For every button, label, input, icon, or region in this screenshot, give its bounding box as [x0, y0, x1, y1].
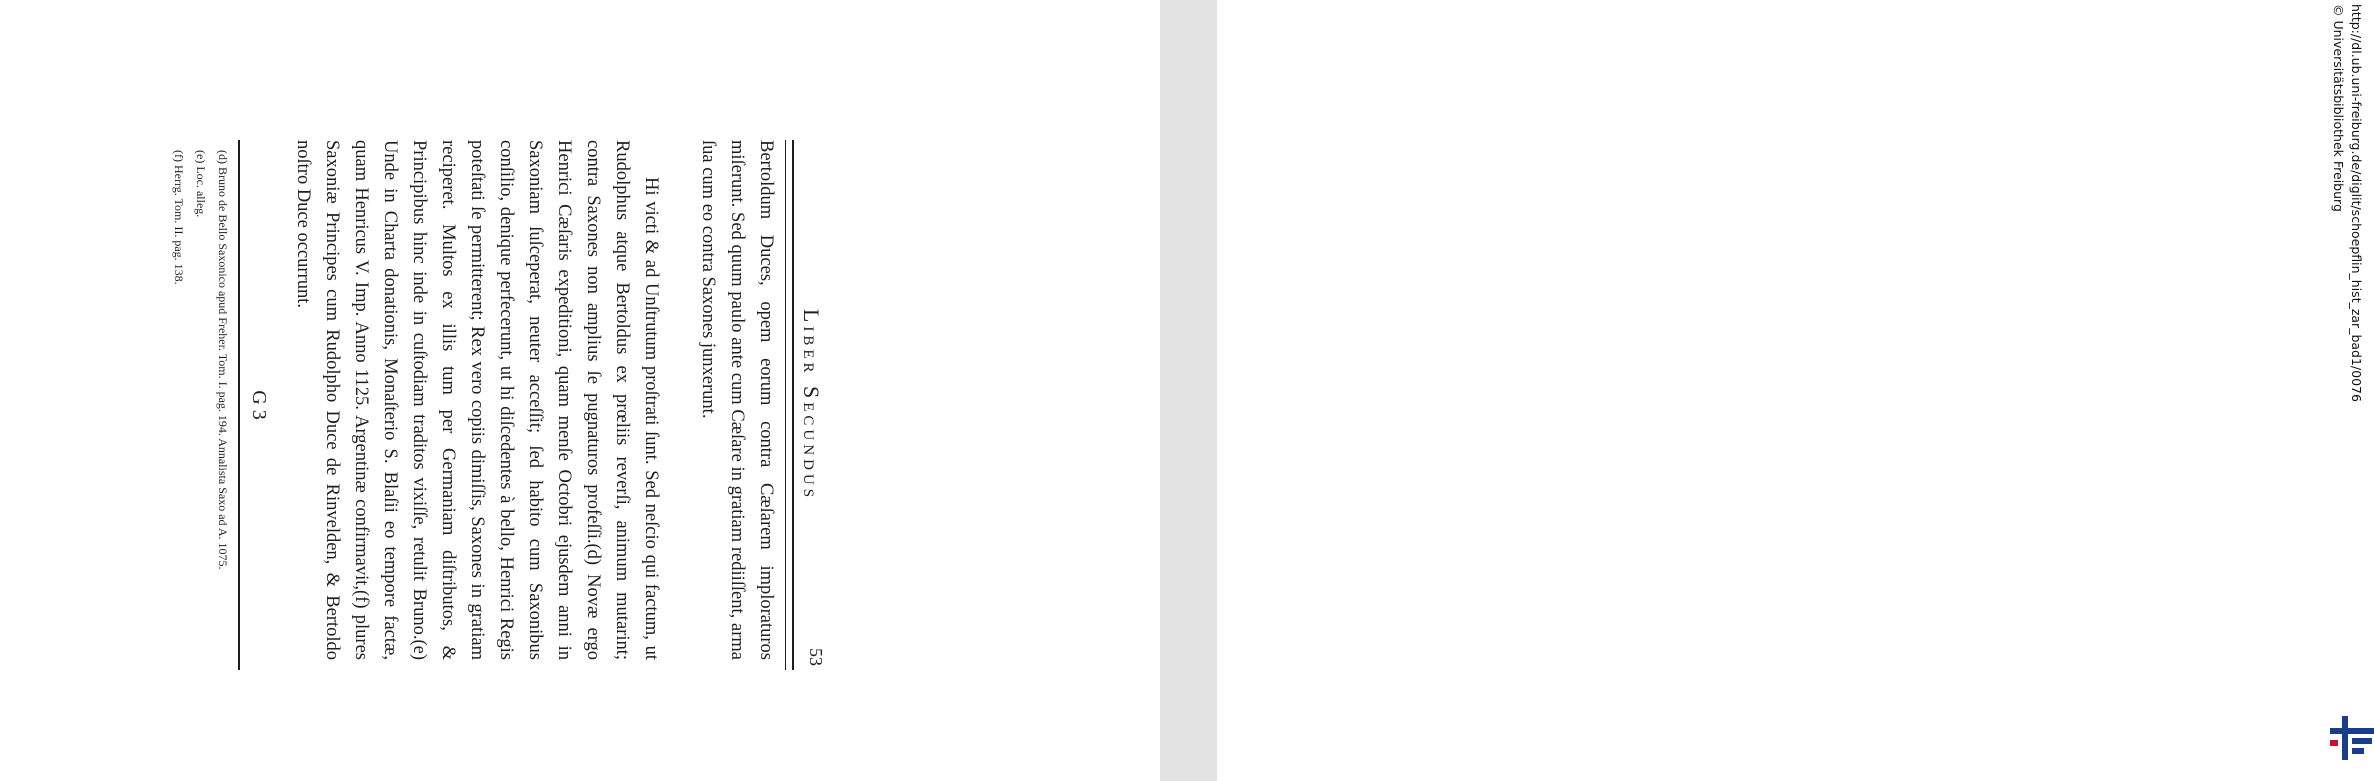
footnote-e: (e) Loc. alleg. — [194, 150, 208, 218]
running-head — [790, 140, 830, 670]
printer-signature: G 3 — [248, 390, 270, 420]
scanned-page — [0, 0, 1160, 781]
footnote-rule — [238, 140, 240, 670]
footnote-f: (f) Herrg. Tom. II. pag. 138. — [172, 150, 186, 285]
viewer-sidebar — [1160, 0, 2364, 781]
paragraph-2: Hi victi & ad Unſtrutum proſtrati ſunt. Sed neſcio qui factum, ut Rudolphus atque Bertoldus ex prœliis reverſi, animum mutarint; contra Saxones non amplius ſe pugnaturos profeſſi.(d) Novæ ergo Henrici Cæſaris expeditioni, quam menſe Octobri ejusdem anni in Saxoniam ſuſceperat, neuter acceſſit; ſed habito cum Saxonibus conſilio, denique perfecerunt, ut hi diſcedentes à bello, Henrici Regis poteſtati ſe permitterent; Rex vero copiis dimiſſis, Saxones in gratiam reciperet. Multos ex illis tum per Germaniam diſtributos, & Principibus hinc inde in cuſtodiam traditos vixiſſe, retulit Bruno.(e) Unde in Charta donationis, Monaſterio S. Blaſii eo tempore factæ, quam Henricus V. Imp. Anno 1125. Argentinæ confirmavit,(f) plures Saxoniæ Principes cum Rudolpho Duce de Rinvelden, & Bertoldo noſtro Duce occurrunt. — [293, 140, 661, 660]
paragraph-1: Bertoldum Duces, opem eorum contra Cæſarem imploraturos miſerunt. Sed quum paulo ante cum Cæſare in gratiam rediiſſent, arma ſua cum eo contra Saxones junxerunt. — [698, 140, 776, 660]
page-number: 53 — [806, 648, 826, 666]
page-content — [172, 140, 830, 670]
body-text — [288, 140, 780, 660]
running-head-title: Liber Secundus — [799, 308, 824, 502]
ub-freiburg-logo-icon — [2330, 716, 2374, 760]
footnote-d: (d) Bruno de Bello Saxonico apud Freher. Tom. I. pag. 194. Annalista Saxo ad A. 1075. — [216, 150, 230, 570]
source-url[interactable]: http://dl.ub.uni-freiburg.de/diglit/schoepflin_hist_zar_bad1/0076 — [2349, 4, 2364, 402]
footnotes — [168, 150, 234, 670]
header-rule — [785, 140, 794, 670]
copyright-notice: © Universitätsbibliothek Freiburg — [2331, 4, 2346, 212]
